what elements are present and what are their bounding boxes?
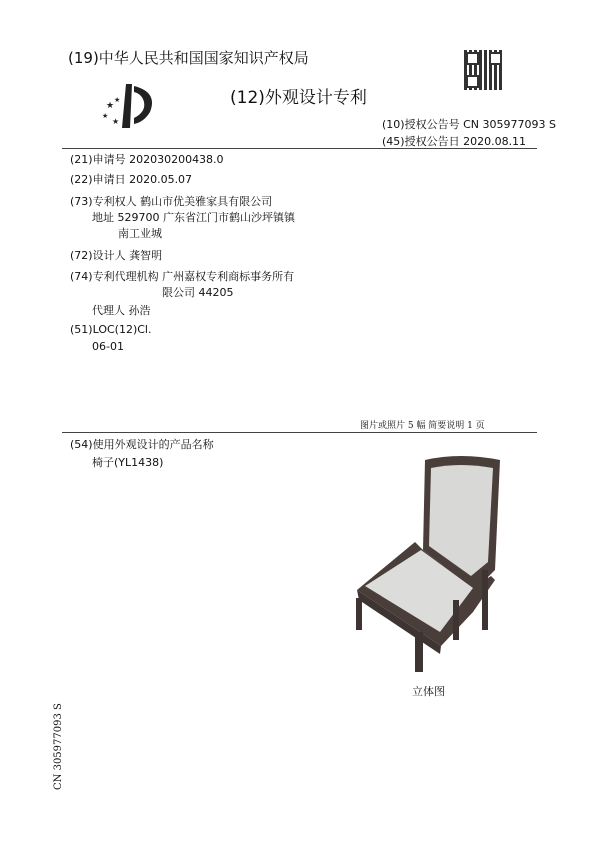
svg-text:★: ★ (106, 101, 115, 111)
patentee: (73)专利权人 鹤山市优美雅家具有限公司 (70, 195, 273, 208)
publication-number: (10)授权公告号 CN 305977093 S (382, 118, 556, 131)
figure-summary: 图片或照片 5 幅 简要说明 1 页 (360, 421, 485, 431)
product-label: (54)使用外观设计的产品名称 (70, 438, 214, 451)
office-name: (19)中华人民共和国国家知识产权局 (68, 49, 309, 67)
side-publication-number: CN 305977093 S (53, 703, 64, 790)
svg-text:★: ★ (102, 112, 109, 120)
patent-agency: (74)专利代理机构 广州嘉权专利商标事务所有 (70, 270, 295, 283)
application-date: (22)申请日 2020.05.07 (70, 173, 193, 186)
address-line-2: 南工业城 (118, 227, 162, 240)
document-type: (12)外观设计专利 (230, 88, 367, 108)
designer: (72)设计人 龚智明 (70, 249, 163, 262)
divider (62, 148, 537, 149)
publication-date: (45)授权公告日 2020.08.11 (382, 135, 527, 148)
divider (62, 432, 537, 433)
qr-code (464, 50, 504, 90)
application-number: (21)申请号 202030200438.0 (70, 153, 224, 166)
product-name: 椅子(YL1438) (92, 456, 164, 469)
loc-class-value: 06-01 (92, 340, 124, 353)
address-line-1: 地址 529700 广东省江门市鹤山沙坪镇镇 (92, 211, 295, 224)
agent: 代理人 孙浩 (92, 304, 151, 317)
svg-text:★: ★ (114, 96, 121, 104)
figure-caption: 立体图 (412, 685, 445, 698)
svg-text:★: ★ (112, 117, 120, 126)
loc-class-label: (51)LOC(12)Cl. (70, 323, 152, 336)
patent-agency-cont: 限公司 44205 (162, 286, 234, 299)
cnipa-logo (100, 82, 160, 130)
chair-image (345, 450, 515, 675)
